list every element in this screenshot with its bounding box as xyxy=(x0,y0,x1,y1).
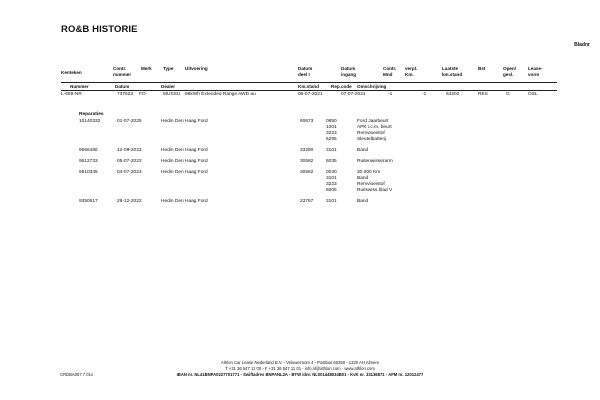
repair-kmstand: 33290 xyxy=(300,148,314,153)
header-datum: Datum xyxy=(115,84,130,89)
vehicle-verpl-km: -1 xyxy=(422,92,427,97)
repair-code: 0030 xyxy=(326,170,337,175)
repair-number: 9510345 xyxy=(79,170,98,175)
form-code: CRDBA067 7.01v xyxy=(60,372,94,377)
vehicle-lease-vorm: OSL xyxy=(528,92,538,97)
header-nummer: Nummer xyxy=(70,84,89,89)
header-open-gesl: Open/ gesl. xyxy=(503,66,517,77)
repair-dealer: Hedin Den Haag Ford xyxy=(161,199,208,204)
header-contr-mnd: Contr. Mnd xyxy=(383,66,397,77)
repair-description: Ruitswiss.blad V xyxy=(357,188,393,193)
repair-code: 3101 xyxy=(326,148,337,153)
vehicle-merk: FO xyxy=(139,92,146,97)
header-datum-ingang: Datum ingang xyxy=(341,66,357,77)
footer-contact: T +31 36 547 11 00 - F +31 36 547 11 01 - info.nl@athlon.com - www.athlon.com xyxy=(225,366,375,371)
header-kmstand: Km.stand xyxy=(298,84,319,89)
repair-description: Ruitenwisserarm xyxy=(357,159,393,164)
repair-code: 0850 xyxy=(326,119,337,124)
header-rep-code: Rep.code xyxy=(331,84,352,89)
repair-code: 6035 xyxy=(326,159,337,164)
repair-date: 01-07-2025 xyxy=(117,119,142,124)
header-laatste-kmstand: Laatste km.stand xyxy=(442,66,463,77)
repair-description: Sleutelbatterij xyxy=(357,137,387,142)
header-merk: Merk xyxy=(141,66,152,71)
repair-code: 6005 xyxy=(326,188,337,193)
repair-description: APK i.c.m. beurt xyxy=(357,125,392,130)
vehicle-open: G xyxy=(506,92,510,97)
repair-number: 10140332 xyxy=(79,119,101,124)
header-contr-nummer: Contr. nummer xyxy=(113,66,132,77)
vehicle-kenteken: L-669-NR xyxy=(61,92,82,97)
repair-code: 3101 xyxy=(326,199,337,204)
header-omschrijving: Omschrijving xyxy=(357,84,387,89)
repair-code: 3223 xyxy=(326,131,337,136)
header-type: Type xyxy=(163,66,174,71)
repair-number: 9350517 xyxy=(79,199,98,204)
repair-description: 30.000 Km xyxy=(357,170,381,175)
vehicle-contr-mnd: -1 xyxy=(388,92,393,97)
repair-description: Band xyxy=(357,199,369,204)
header-dealer: Dealer xyxy=(161,84,176,89)
repair-code: 3101 xyxy=(326,176,337,181)
repair-description: Remvloeistof xyxy=(357,131,385,136)
repair-kmstand: 23767 xyxy=(300,199,314,204)
header-uitvoering: Uitvoering xyxy=(185,66,208,71)
repair-kmstand: 30582 xyxy=(300,159,314,164)
repair-kmstand: 60673 xyxy=(300,119,314,124)
repair-date: 04-07-2023 xyxy=(117,170,142,175)
repair-dealer: Hedin Den Haag Ford xyxy=(161,119,208,124)
header-datum-deel1: Datum deel I xyxy=(298,66,313,77)
repair-description: Ford Jaarbeurt xyxy=(357,119,389,124)
footer-address: Athlon Car Lease Nederland B.V. - Veluwezoom 4 - Postbus 60250 - 1320 AH Almere xyxy=(220,360,380,365)
repair-description: Band xyxy=(357,148,369,153)
vehicle-datum-ingang: 07-07-2021 xyxy=(341,92,366,97)
vehicle-contract: 737623 xyxy=(117,92,134,97)
page-number-label: Bladnr xyxy=(574,42,590,48)
repair-date: 05-07-2023 xyxy=(117,159,142,164)
header-bst: Bst xyxy=(478,66,486,71)
repair-dealer: Hedin Den Haag Ford xyxy=(161,159,208,164)
repair-code: 1001 xyxy=(326,125,337,130)
repair-kmstand: 30582 xyxy=(300,170,314,175)
header-divider-top xyxy=(61,82,557,83)
section-label-reparaties: Reparaties xyxy=(79,112,104,117)
repair-description: Band xyxy=(357,176,369,181)
repair-date: 29-12-2022 xyxy=(117,199,142,204)
footer-registration: IBAN nr. NL41BNPA0227701771 - Swiftadres BNPANL2A - BTW idnr. NL001448034B01 - KvK nr. 33136871 - AFM nr. 12012477 xyxy=(176,372,424,377)
repair-description: Remvloeistof xyxy=(357,182,385,187)
repair-dealer: Hedin Den Haag Ford xyxy=(161,148,208,153)
repair-code: 3223 xyxy=(326,182,337,187)
vehicle-uitvoering: 98kWh Extended Range AWD au xyxy=(185,92,256,97)
document-title: RO&B HISTORIE xyxy=(61,24,138,35)
repair-dealer: Hedin Den Haag Ford xyxy=(161,170,208,175)
vehicle-laatste-km: 64202 xyxy=(446,92,460,97)
header-divider-bottom xyxy=(61,90,557,91)
repair-code: 6295 xyxy=(326,137,337,142)
repair-number: 9556486 xyxy=(79,148,98,153)
vehicle-type: MUSSU xyxy=(163,92,181,97)
vehicle-datum-deel1: 06-07-2021 xyxy=(298,92,323,97)
repair-number: 9512733 xyxy=(79,159,98,164)
header-lease-vorm: Lease- vorm xyxy=(528,66,543,77)
repair-date: 12-09-2023 xyxy=(117,148,142,153)
vehicle-bst: RES xyxy=(478,92,488,97)
header-verpl-km: verpl. Km. xyxy=(405,66,418,77)
header-kenteken: Kenteken xyxy=(61,70,82,75)
